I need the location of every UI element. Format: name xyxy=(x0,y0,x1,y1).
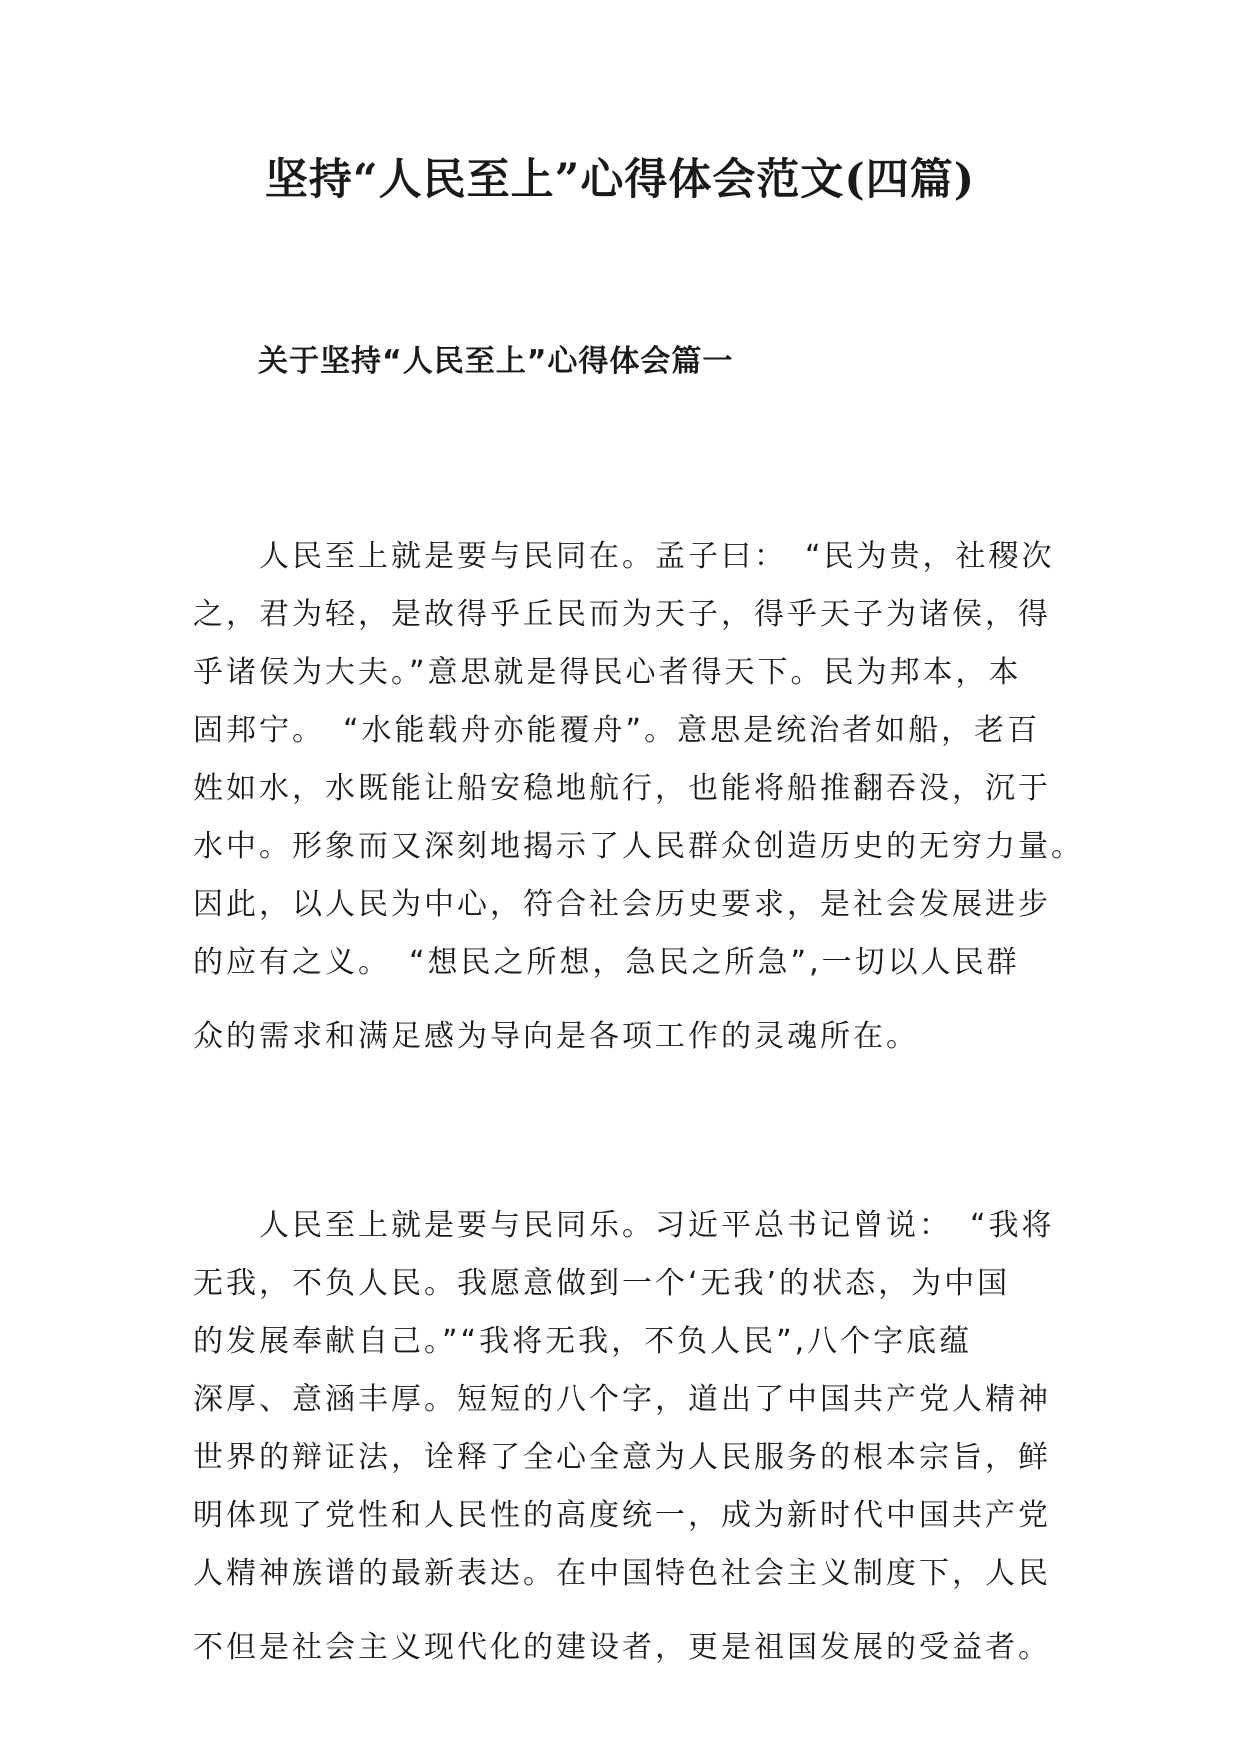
paragraph-line: 不但是社会主义现代化的建设者，更是祖国发展的受益者。 xyxy=(193,1630,1051,1665)
document-title: 坚持“人民至上”心得体会范文(四篇) xyxy=(264,155,976,205)
paragraph-line: 的应有之义。 “想民之所想，急民之所急”,一切以人民群 xyxy=(193,945,1020,980)
paragraph-line: 之，君为轻，是故得乎丘民而为天子，得乎天子为诸侯，得 xyxy=(193,597,1051,632)
section-heading: 关于坚持“人民至上”心得体会篇一 xyxy=(258,344,734,379)
paragraph-line: 人民至上就是要与民同在。孟子曰： “民为贵，社稷次 xyxy=(259,539,1055,574)
paragraph-line: 众的需求和满足感为导向是各项工作的灵魂所在。 xyxy=(193,1019,919,1054)
paragraph-line: 姓如水，水既能让船安稳地航行，也能将船推翻吞没，沉于 xyxy=(193,771,1051,806)
paragraph-line: 深厚、意涵丰厚。短短的八个字，道出了中国共产党人精神 xyxy=(193,1382,1051,1417)
paragraph-line: 乎诸侯为大夫。”意思就是得民心者得天下。民为邦本，本 xyxy=(193,655,1022,690)
paragraph-line: 固邦宁。 “水能载舟亦能覆舟”。意思是统治者如船，老百 xyxy=(193,713,1041,748)
paragraph-line: 人民至上就是要与民同乐。习近平总书记曾说： “我将 xyxy=(259,1208,1055,1243)
paragraph-1 xyxy=(193,528,1084,1066)
paragraph-line: 因此，以人民为中心，符合社会历史要求，是社会发展进步 xyxy=(193,887,1051,922)
paragraph-2 xyxy=(193,1197,1073,1677)
paragraph-line: 世界的辩证法，诠释了全心全意为人民服务的根本宗旨，鲜 xyxy=(193,1440,1051,1475)
paragraph-line: 无我，不负人民。我愿意做到一个‘无我’的状态，为中国 xyxy=(193,1266,1011,1301)
paragraph-line: 的发展奉献自己。”“我将无我，不负人民”,八个字底蕴 xyxy=(193,1324,973,1359)
paragraph-line: 明体现了党性和人民性的高度统一，成为新时代中国共产党 xyxy=(193,1498,1051,1533)
paragraph-line: 人精神族谱的最新表达。在中国特色社会主义制度下，人民 xyxy=(193,1556,1051,1591)
paragraph-line: 水中。形象而又深刻地揭示了人民群众创造历史的无穷力量。 xyxy=(193,829,1084,864)
